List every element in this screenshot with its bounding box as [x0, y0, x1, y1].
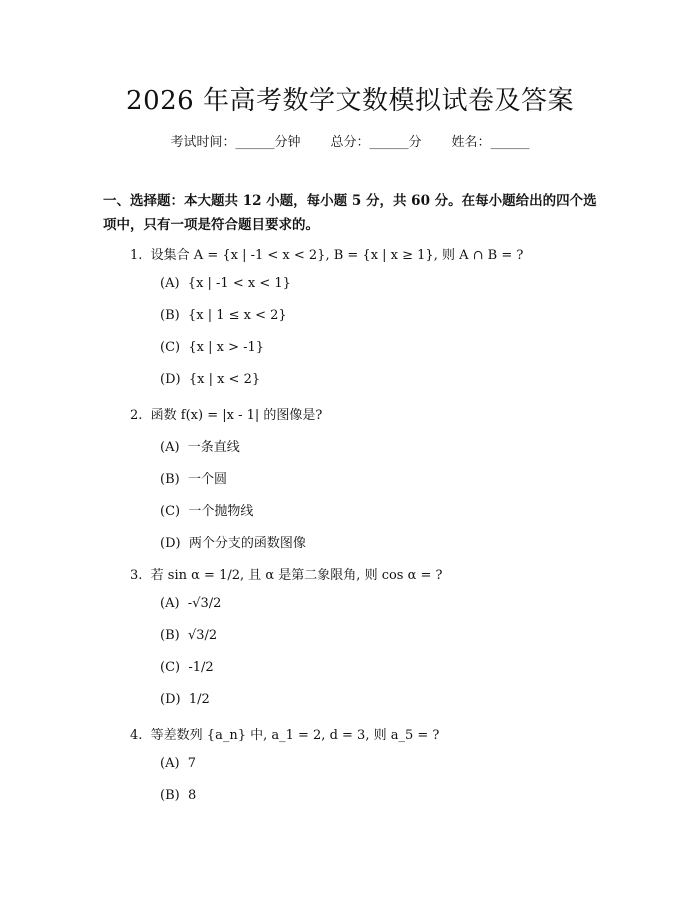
- question-4-option-b: (B) 8: [160, 788, 197, 803]
- question-4-option-a: (A) 7: [160, 756, 197, 771]
- exam-time: 考试时间：______分钟: [170, 135, 301, 150]
- question-2: 2. 函数 f(x) = |x - 1| 的图像是?: [130, 408, 323, 423]
- question-2-option-b: (B) 一个圆: [160, 472, 227, 487]
- question-3-option-d: (D) 1/2: [160, 692, 210, 707]
- question-3: 3. 若 sin α = 1/2, 且 α 是第二象限角, 则 cos α = ?: [130, 568, 443, 583]
- question-2-option-c: (C) 一个抛物线: [160, 504, 254, 519]
- question-1-option-d: (D) {x | x < 2}: [160, 372, 261, 387]
- question-1-option-c: (C) {x | x > -1}: [160, 340, 265, 355]
- question-3-option-a: (A) -√3/2: [160, 596, 222, 611]
- question-2-option-d: (D) 两个分支的函数图像: [160, 536, 306, 551]
- exam-score: 总分：______分: [330, 135, 422, 150]
- question-2-option-a: (A) 一条直线: [160, 440, 240, 455]
- question-3-option-c: (C) -1/2: [160, 660, 214, 675]
- question-1: 1. 设集合 A = {x | -1 < x < 2}, B = {x | x ≥ 1}, 则 A ∩ B = ?: [130, 248, 524, 263]
- question-1-option-a: (A) {x | -1 < x < 1}: [160, 276, 291, 291]
- section-heading: 一、选择题：本大题共 12 小题，每小题 5 分，共 60 分。在每小题给出的四个选项中，只有一项是符合题目要求的。: [103, 193, 597, 233]
- question-4: 4. 等差数列 {a_n} 中, a_1 = 2, d = 3, 则 a_5 = ?: [130, 728, 440, 743]
- exam-name: 姓名：______: [451, 135, 530, 150]
- exam-meta: [0, 131, 700, 150]
- question-3-option-b: (B) √3/2: [160, 628, 218, 643]
- exam-title: 2026 年高考数学文数模拟试卷及答案: [126, 86, 574, 116]
- question-1-option-b: (B) {x | 1 ≤ x < 2}: [160, 308, 287, 323]
